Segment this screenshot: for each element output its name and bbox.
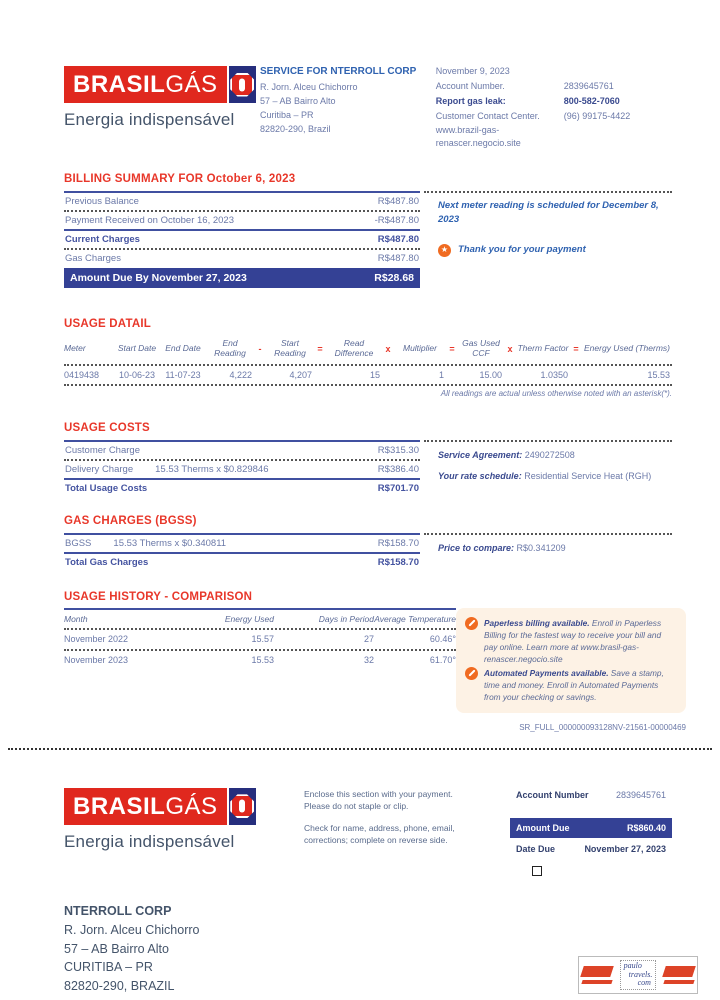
brand-emblem — [229, 788, 256, 825]
watermark-line: travels. — [628, 969, 653, 979]
col-header: Read Difference — [334, 337, 374, 359]
equals-operator: = — [573, 343, 579, 354]
paperless-body: Enroll in Paperless Billing for the fastest way to receive your bill and pay online. Learn more at www.brasil-gas-renascer.negocio.site — [484, 617, 662, 664]
stub-date-label: Date Due — [516, 843, 556, 854]
end-reading-value: 4,222 — [229, 369, 252, 380]
col-header: Therm Factor — [517, 342, 569, 353]
brand-tagline: Energia indispensável — [64, 831, 235, 851]
billing-notes — [424, 191, 672, 258]
gas-leak-label: Report gas leak: — [435, 95, 506, 106]
row-label: BGSS — [65, 537, 92, 549]
check-instruction: Check for name, address, phone, email, corrections; complete on reverse side. — [304, 822, 455, 845]
row-label: Delivery Charge — [65, 463, 134, 475]
total-label: Total Gas Charges — [65, 556, 149, 568]
autopay-body: Save a stamp, time and money. Enroll in Automated Payments from your checking or savings. — [484, 667, 664, 702]
recipient-line: 82820-290, BRAZIL — [64, 979, 175, 994]
price-compare-block — [424, 533, 672, 555]
row-value: R$158.70 — [377, 537, 419, 549]
recipient-line: CURITIBA – PR — [64, 960, 153, 975]
usage-costs-title: USAGE COSTS — [64, 421, 150, 434]
usage-costs-table — [64, 440, 420, 497]
row-detail: 15.53 Therms x $0.829846 — [155, 463, 269, 475]
red-bar — [662, 966, 696, 977]
times-operator: x — [385, 343, 391, 354]
stub-account-row — [510, 788, 672, 802]
row-detail: 15.53 Therms x $0.340811 — [113, 537, 227, 549]
account-info-block — [436, 66, 672, 151]
contact-center-phone: (96) 99175-4422 — [563, 110, 631, 121]
gas-leak-row — [436, 94, 672, 109]
amount-due-bar — [64, 268, 420, 288]
energy-used-value: 15.53 — [647, 369, 670, 380]
col-header: Meter — [64, 342, 86, 353]
row-value: R$487.80 — [377, 233, 419, 245]
table-row — [64, 535, 420, 552]
octagon-slot — [239, 78, 245, 91]
readings-footnote: All readings are actual unless otherwise noted with an asterisk(*). — [440, 388, 672, 398]
stub-date-due-row — [510, 842, 672, 856]
recipient-line: R. Jorn. Alceu Chichorro — [64, 922, 200, 937]
usage-history-title: USAGE HISTORY - COMPARISON — [64, 590, 253, 603]
usage-detail-row — [64, 366, 676, 384]
row-value: R$315.30 — [377, 444, 419, 456]
brand-tagline: Energia indispensável — [64, 110, 235, 129]
brand-name-bold: BRASIL — [73, 792, 166, 820]
octagon-icon — [230, 73, 254, 97]
col-header: Multiplier — [402, 342, 437, 353]
table-row — [64, 212, 420, 229]
autopay-lead: Automated Payments available. — [484, 667, 609, 678]
usage-detail-table — [64, 334, 676, 364]
rate-info-block — [424, 440, 672, 484]
row-label: Previous Balance — [65, 195, 139, 207]
row-label: Customer Charge — [65, 444, 140, 456]
paperless-promo — [465, 617, 676, 665]
usage-detail-title: USAGE DATAIL — [64, 317, 151, 330]
history-days: 32 — [363, 655, 374, 666]
history-temp: 61.70° — [429, 655, 456, 666]
col-header: Energy Used — [224, 613, 274, 624]
col-header: Month — [64, 613, 88, 624]
history-energy: 15.57 — [251, 634, 274, 645]
amount-due-value: R$28.68 — [374, 271, 414, 284]
service-agreement-row — [438, 448, 670, 462]
account-number-row — [436, 79, 672, 94]
history-month: November 2023 — [64, 655, 129, 666]
enclose-instruction: Enclose this section with your payment. Please do not staple or clip. — [304, 788, 453, 812]
row-value: R$386.40 — [377, 463, 419, 475]
row-label: Current Charges — [65, 233, 140, 245]
rate-schedule-value: Residential Service Heat (RGH) — [524, 471, 652, 482]
price-compare-label: Price to compare: — [438, 542, 515, 553]
row-value: -R$487.80 — [374, 214, 419, 226]
pencil-icon — [465, 667, 478, 680]
row-value: R$487.80 — [377, 195, 419, 207]
stub-amount-due-bar — [510, 818, 672, 838]
octagon-slot — [239, 800, 245, 813]
stub-instructions — [304, 788, 472, 876]
gas-charges-title: GAS CHARGES (BGSS) — [64, 514, 197, 527]
account-number-label: Account Number. — [435, 81, 505, 91]
red-bar — [663, 980, 694, 984]
red-bar — [581, 980, 612, 984]
table-row — [64, 554, 420, 571]
row-label: Gas Charges — [65, 252, 121, 264]
service-address-line: Curitiba – PR — [260, 109, 314, 120]
thanks-row — [438, 243, 670, 257]
table-row — [64, 193, 420, 210]
brand-name-bold: BRASIL — [73, 71, 166, 98]
times-operator: x — [507, 343, 513, 354]
service-agreement-value: 2490272508 — [524, 449, 575, 460]
stub-amount-label: Amount Due — [516, 822, 570, 833]
octagon-icon — [230, 794, 254, 818]
multiplier-value: 1 — [438, 369, 444, 380]
autopay-promo — [465, 667, 676, 703]
col-header: Gas Used CCF — [462, 337, 500, 359]
table-row — [64, 461, 420, 478]
rate-schedule-label: Your rate schedule: — [438, 471, 522, 482]
table-row — [64, 442, 420, 459]
gas-charges-section — [64, 515, 672, 571]
thanks-note: Thank you for your payment — [458, 244, 586, 256]
paulo-travels-watermark — [578, 956, 698, 994]
contact-center-row — [436, 109, 672, 124]
total-value: R$701.70 — [377, 482, 419, 494]
row-value: R$487.80 — [377, 252, 419, 264]
service-address-line: 57 – AB Bairro Alto — [260, 95, 336, 106]
gas-used-value: 15.00 — [479, 369, 502, 380]
brand-name-light: GÁS — [165, 71, 218, 98]
start-date-value: 10-06-23 — [118, 369, 156, 380]
service-title: SERVICE FOR NTERROLL CORP — [260, 66, 417, 77]
watermark-bars-left — [582, 966, 612, 984]
recipient-name: NTERROLL CORP — [64, 904, 172, 919]
meter-reading-note: Next meter reading is scheduled for December 8, 2023 — [438, 199, 659, 225]
read-difference-value: 15 — [369, 369, 380, 380]
billing-summary-title: BILLING SUMMARY FOR October 6, 2023 — [64, 172, 296, 185]
therm-factor-value: 1.0350 — [540, 369, 568, 380]
total-value: R$158.70 — [377, 556, 419, 568]
start-reading-value: 4,207 — [289, 369, 312, 380]
table-row — [64, 250, 420, 267]
brand-logo-row — [64, 66, 256, 103]
stub-account-label: Account Number — [516, 789, 589, 800]
stub-account-value: 2839645761 — [615, 789, 666, 800]
col-header: Energy Used (Therms) — [584, 342, 670, 353]
star-icon: ★ — [438, 244, 451, 257]
bill-header — [64, 0, 672, 151]
document-code: SR_FULL_000000093128NV-21561-00000469 — [519, 722, 686, 732]
brand-name-light: GÁS — [165, 792, 218, 820]
equals-operator: = — [317, 343, 323, 354]
contact-center-label: Customer Contact Center. — [435, 110, 540, 121]
stub-date-value: November 27, 2023 — [584, 843, 666, 854]
meter-value: 0419438 — [64, 369, 100, 380]
billing-summary-section — [64, 173, 672, 288]
billing-summary-table — [64, 191, 420, 288]
paperless-text — [484, 617, 676, 665]
end-date-value: 11-07-23 — [165, 369, 201, 380]
watermark-line: com — [637, 978, 651, 988]
usage-history-section — [64, 590, 686, 732]
red-bar — [580, 966, 614, 977]
pencil-icon — [465, 617, 478, 630]
col-header: End Date — [165, 342, 201, 353]
history-days: 27 — [363, 634, 374, 645]
service-address-line: 82820-290, Brazil — [260, 123, 331, 134]
row-detail — [162, 445, 378, 456]
col-header: End Reading — [214, 337, 246, 359]
equals-operator: = — [449, 343, 455, 354]
usage-history-table — [64, 608, 456, 670]
amount-due-label: Amount Due By November 27, 2023 — [70, 271, 247, 284]
history-energy: 15.53 — [251, 655, 274, 666]
history-month: November 2022 — [64, 634, 129, 645]
usage-costs-section — [64, 422, 672, 497]
brand-logo — [64, 66, 256, 151]
service-address-block — [260, 66, 436, 151]
price-compare-value: R$0.341209 — [516, 542, 566, 553]
gas-charges-table — [64, 533, 420, 571]
col-header: Average Temperature — [374, 613, 456, 624]
watermark-line: paulo — [623, 960, 642, 970]
total-label: Total Usage Costs — [65, 482, 148, 494]
recipient-line: 57 – AB Bairro Alto — [64, 941, 169, 956]
watermark-bars-right — [664, 966, 694, 984]
col-header: Start Date — [117, 342, 157, 353]
paperless-lead: Paperless billing available. — [484, 617, 590, 628]
brand-wordmark — [64, 788, 227, 825]
stub-amount-block — [510, 788, 672, 876]
divider — [64, 384, 672, 386]
table-row — [64, 480, 420, 497]
stub-brand-logo — [64, 788, 256, 876]
gas-leak-phone: 800-582-7060 — [563, 95, 620, 106]
rate-schedule-row — [438, 469, 670, 483]
price-compare-row — [438, 541, 670, 555]
website-link: www.brazil-gas-renascer.negocio.site — [435, 124, 521, 149]
col-header: Start Reading — [274, 337, 306, 359]
account-number-value: 2839645761 — [563, 81, 614, 91]
table-row — [64, 231, 420, 248]
history-temp: 60.46° — [429, 634, 456, 645]
usage-detail-section — [64, 318, 672, 398]
row-label: Payment Received on October 16, 2023 — [65, 214, 234, 226]
brand-emblem — [229, 66, 256, 103]
brand-wordmark — [64, 66, 227, 103]
bill-date: November 9, 2023 — [435, 66, 510, 76]
autopay-text — [484, 667, 676, 703]
service-address-line: R. Jorn. Alceu Chichorro — [260, 82, 358, 92]
stub-amount-value: R$860.40 — [626, 822, 666, 833]
promo-box — [456, 608, 686, 713]
col-header: Days in Period — [318, 613, 374, 624]
watermark-text — [620, 960, 657, 990]
service-agreement-label: Service Agreement: — [438, 449, 523, 460]
minus-operator: - — [258, 343, 262, 354]
payment-stub — [64, 750, 672, 876]
